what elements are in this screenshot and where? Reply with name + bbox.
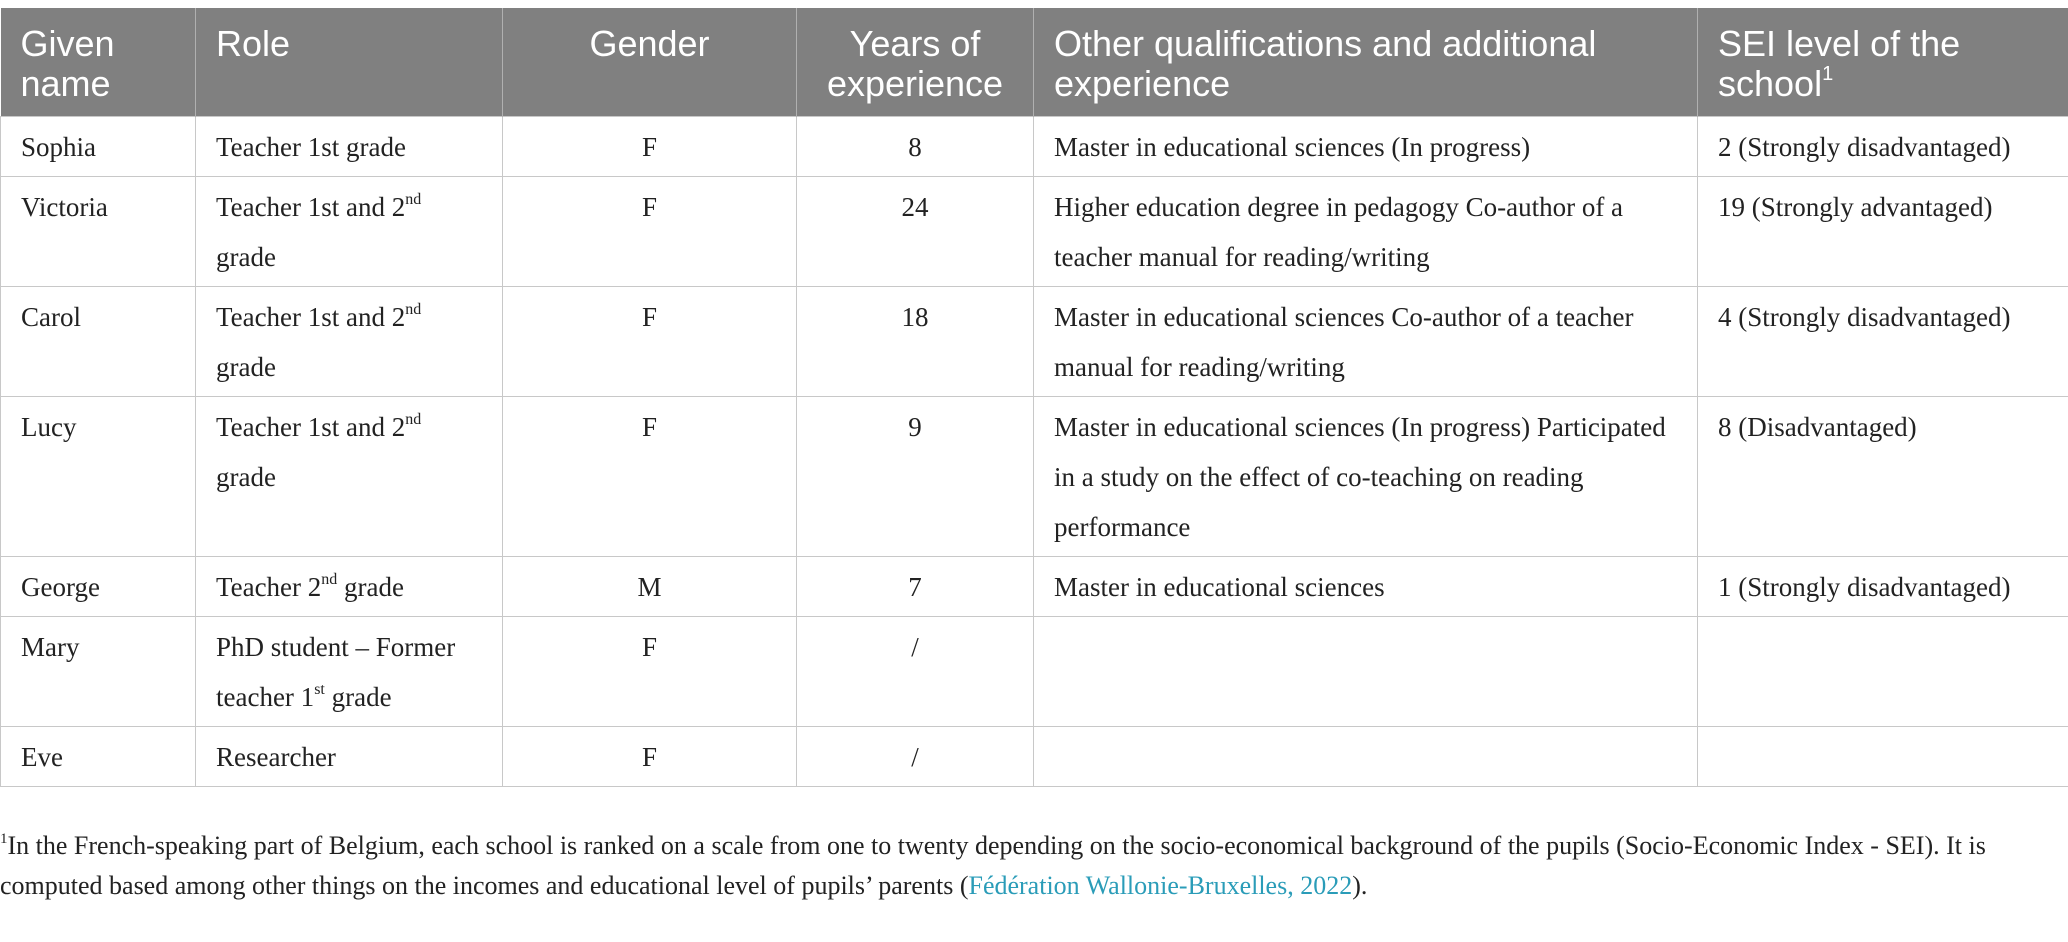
- footnote-text: In the French-speaking part of Belgium, each school is ranked on a scale from one to twenty depending on the socio-economical background of the pupils (Socio-Economic Index - SEI). It is computed based among other things on the incomes and educational level of pupils’ parents (: [0, 831, 1986, 900]
- cell-years-of-experience: /: [797, 617, 1034, 727]
- cell-given-name: George: [1, 557, 196, 617]
- cell-sei-level: [1698, 727, 2068, 787]
- cell-gender: F: [503, 177, 797, 287]
- cell-gender: F: [503, 617, 797, 727]
- role-text: Teacher 1st grade: [216, 132, 407, 162]
- table-body: [1, 117, 2068, 787]
- cell-qualifications: [1034, 727, 1698, 787]
- cell-sei-level: 19 (Strongly advantaged): [1698, 177, 2068, 287]
- cell-sei-level: 8 (Disadvantaged): [1698, 397, 2068, 557]
- footnote-number: 1: [0, 831, 8, 847]
- role-text-end: grade: [216, 352, 276, 382]
- cell-sei-level: 1 (Strongly disadvantaged): [1698, 557, 2068, 617]
- cell-gender: M: [503, 557, 797, 617]
- cell-role: [196, 557, 503, 617]
- header-other-qualifications: Other qualifications and additional experience: [1034, 8, 1698, 117]
- header-gender: Gender: [503, 8, 797, 117]
- role-ordinal-suffix: nd: [405, 191, 422, 208]
- cell-qualifications: Master in educational sciences: [1034, 557, 1698, 617]
- role-text-end: grade: [324, 682, 392, 712]
- cell-gender: F: [503, 117, 797, 177]
- cell-years-of-experience: 24: [797, 177, 1034, 287]
- role-ordinal-suffix: st: [314, 681, 325, 698]
- role-text: PhD student – Former teacher 1: [216, 632, 456, 712]
- cell-sei-level: 2 (Strongly disadvantaged): [1698, 117, 2068, 177]
- role-text: Teacher 1st and 2: [216, 302, 406, 332]
- header-row: [1, 8, 2068, 117]
- cell-qualifications: [1034, 617, 1698, 727]
- cell-qualifications: Higher education degree in pedagogy Co-author of a teacher manual for reading/writing: [1034, 177, 1698, 287]
- role-ordinal-suffix: nd: [405, 411, 422, 428]
- cell-qualifications: Master in educational sciences Co-author of a teacher manual for reading/writing: [1034, 287, 1698, 397]
- cell-years-of-experience: 18: [797, 287, 1034, 397]
- footnote: [0, 826, 2068, 906]
- role-text: Researcher: [216, 742, 336, 772]
- role-text: Teacher 1st and 2: [216, 192, 406, 222]
- cell-years-of-experience: 9: [797, 397, 1034, 557]
- role-text-end: grade: [216, 462, 276, 492]
- cell-years-of-experience: 8: [797, 117, 1034, 177]
- cell-qualifications: Master in educational sciences (In progress) Participated in a study on the effect of co-teaching on reading performance: [1034, 397, 1698, 557]
- cell-role: [196, 177, 503, 287]
- table-row: [1, 727, 2068, 787]
- table-row: [1, 287, 2068, 397]
- header-role: Role: [196, 8, 503, 117]
- footnote-marker: 1: [1822, 63, 1834, 85]
- cell-sei-level: 4 (Strongly disadvantaged): [1698, 287, 2068, 397]
- role-text: Teacher 2: [216, 572, 322, 602]
- table-row: [1, 617, 2068, 727]
- cell-years-of-experience: /: [797, 727, 1034, 787]
- table-row: [1, 397, 2068, 557]
- cell-given-name: Eve: [1, 727, 196, 787]
- cell-role: [196, 617, 503, 727]
- cell-given-name: Lucy: [1, 397, 196, 557]
- role-text-end: grade: [216, 242, 276, 272]
- citation-link[interactable]: Fédération Wallonie-Bruxelles, 2022: [968, 871, 1353, 900]
- role-text: Teacher 1st and 2: [216, 412, 406, 442]
- cell-role: [196, 727, 503, 787]
- cell-given-name: Victoria: [1, 177, 196, 287]
- role-ordinal-suffix: nd: [321, 571, 338, 588]
- cell-given-name: Carol: [1, 287, 196, 397]
- cell-given-name: Sophia: [1, 117, 196, 177]
- cell-sei-level: [1698, 617, 2068, 727]
- cell-role: [196, 117, 503, 177]
- header-given-name: Given name: [1, 8, 196, 117]
- header-years-of-experience: Years of experience: [797, 8, 1034, 117]
- cell-qualifications: Master in educational sciences (In progress): [1034, 117, 1698, 177]
- participants-table: [0, 8, 2068, 787]
- role-text-end: grade: [337, 572, 405, 602]
- table-row: [1, 177, 2068, 287]
- cell-gender: F: [503, 727, 797, 787]
- cell-gender: F: [503, 287, 797, 397]
- cell-given-name: Mary: [1, 617, 196, 727]
- header-sei-level: [1698, 8, 2068, 117]
- role-ordinal-suffix: nd: [405, 301, 422, 318]
- cell-role: [196, 397, 503, 557]
- table-row: [1, 557, 2068, 617]
- header-sei-label: SEI level of the school: [1718, 23, 1961, 104]
- table-row: [1, 117, 2068, 177]
- cell-gender: F: [503, 397, 797, 557]
- cell-years-of-experience: 7: [797, 557, 1034, 617]
- cell-role: [196, 287, 503, 397]
- footnote-closing: ).: [1352, 871, 1368, 900]
